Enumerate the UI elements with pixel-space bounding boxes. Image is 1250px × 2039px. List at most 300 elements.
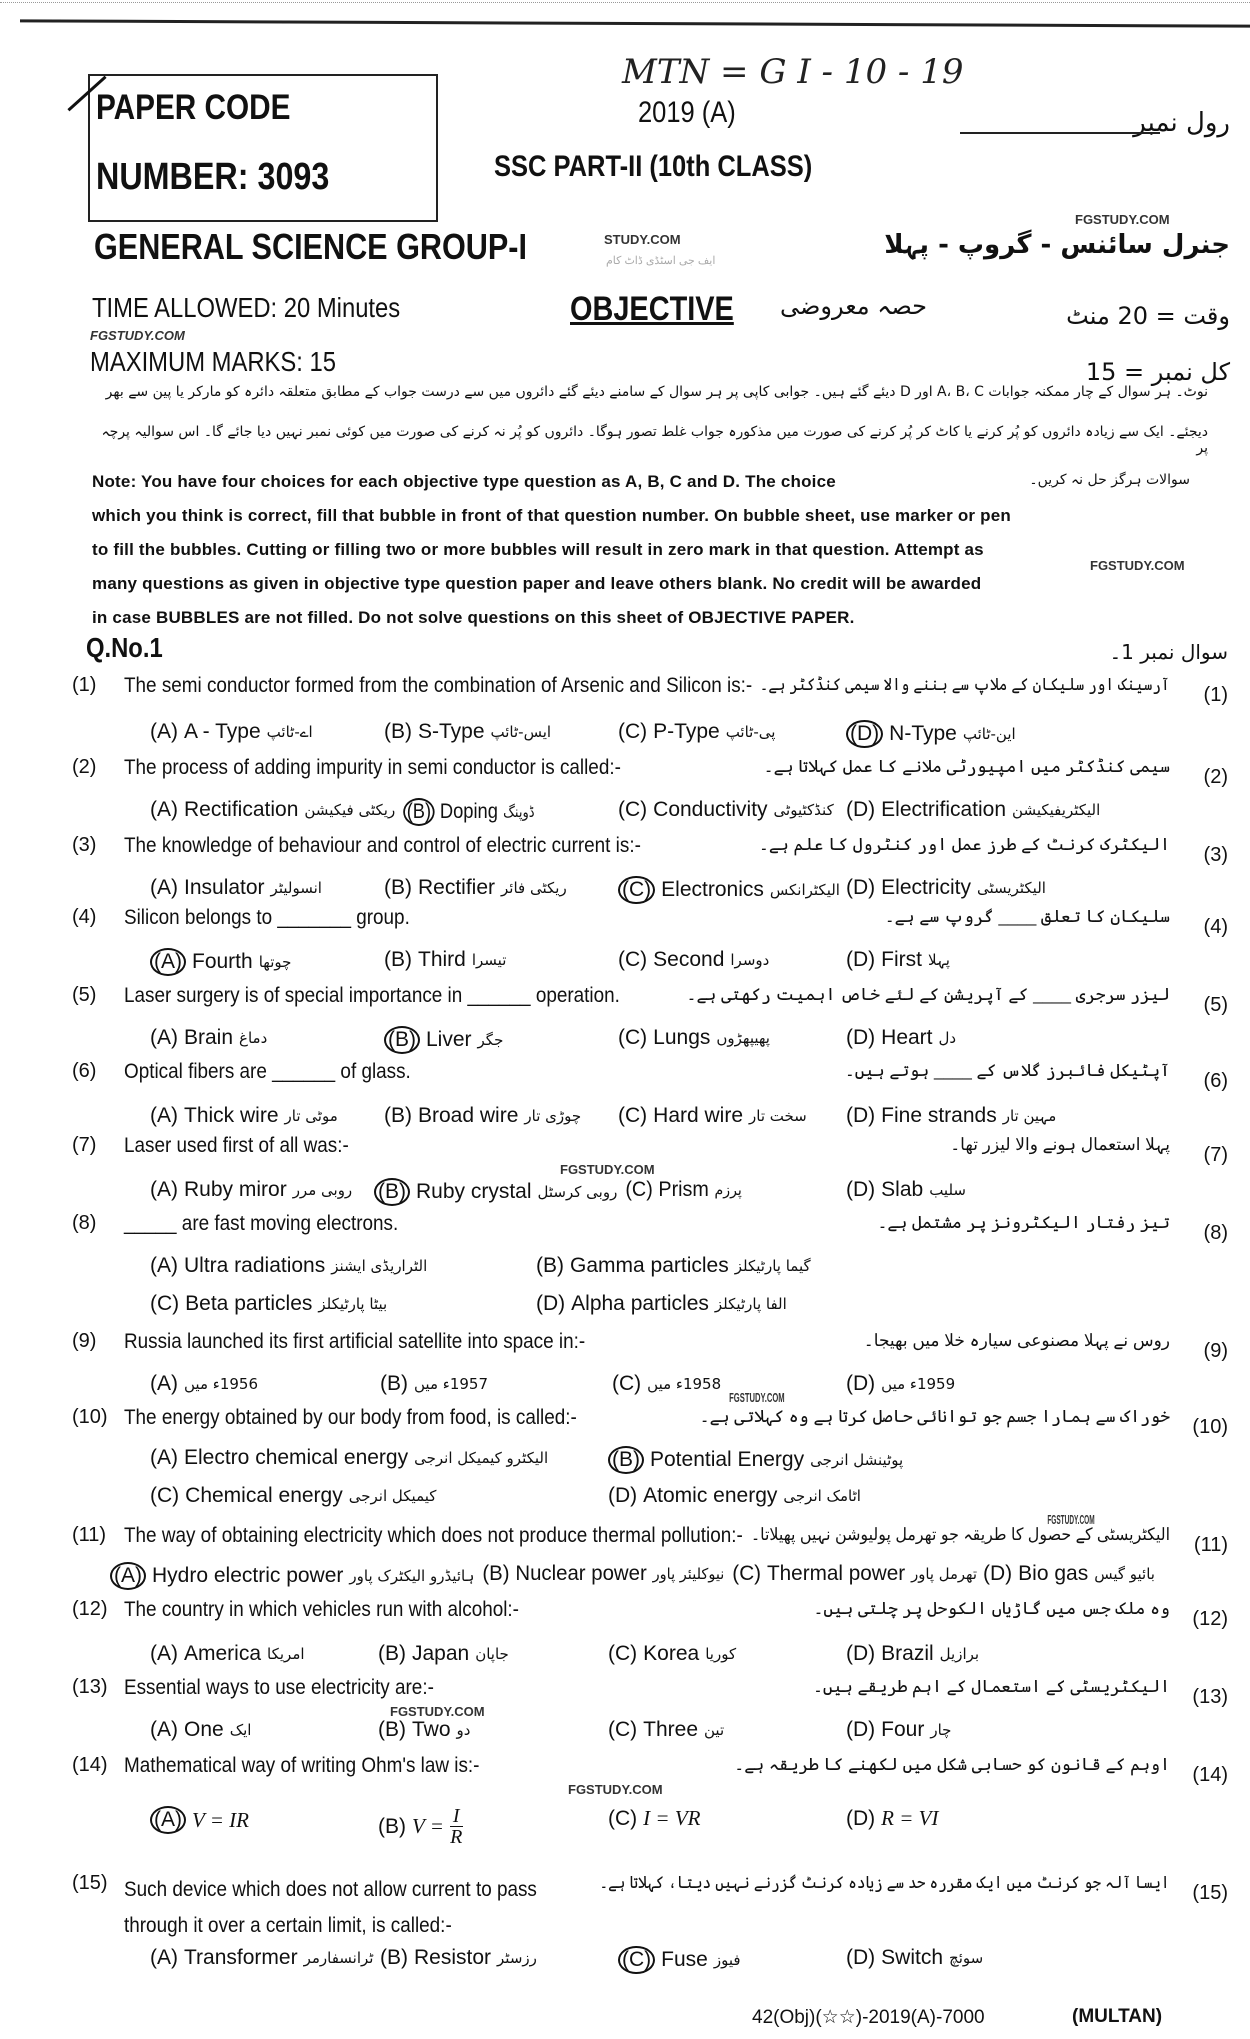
option-text: Fourth [192, 950, 253, 973]
option-b[interactable] [378, 1718, 470, 1742]
question-text-urdu: الیکٹرک کرنٹ کے طرز عمل اور کنٹرول کا علم ہے۔ [758, 835, 1170, 854]
option-a[interactable] [110, 1562, 474, 1590]
option-text: Electronics [661, 878, 764, 901]
paper-code-box [88, 74, 438, 222]
option-text: Transformer [184, 1946, 298, 1969]
option-text-urdu: ریکٹی فیکیشن [304, 801, 396, 819]
answer-bubble[interactable]: (A) [150, 1372, 178, 1395]
option-a[interactable] [150, 720, 313, 744]
option-d[interactable] [846, 1026, 956, 1050]
option-c[interactable] [150, 1292, 387, 1316]
answer-bubble[interactable]: (A) [150, 720, 178, 743]
option-text-urdu: چوتھا [258, 953, 292, 971]
option-b[interactable] [378, 1642, 509, 1666]
watermark: FGSTUDY.COM [90, 328, 185, 343]
note-english-line: many questions as given in objective type question paper and leave others blank. No credit will be awarded [92, 574, 982, 593]
option-d[interactable] [846, 1806, 938, 1831]
option-text-urdu: چوڑی تار [524, 1107, 582, 1125]
question-number: (6) [72, 1060, 97, 1082]
option-d[interactable] [846, 1946, 983, 1970]
option-text: Third [418, 948, 466, 971]
option-text-urdu: دل [938, 1029, 957, 1047]
question-number: (1) [72, 674, 97, 696]
answer-bubble[interactable]: (D) [846, 1806, 876, 1830]
watermark: STUDY.COM [604, 232, 681, 247]
option-d[interactable] [846, 1718, 951, 1742]
question-text-urdu: وہ ملک جس میں گاڑیاں الکوحل پر چلتی ہیں۔ [813, 1599, 1170, 1618]
option-a[interactable] [150, 1946, 373, 1970]
option-b[interactable] [378, 1806, 463, 1847]
option-text: Beta particles [185, 1292, 313, 1315]
option-a[interactable] [150, 1718, 251, 1742]
option-text-urdu: جاپان [475, 1645, 509, 1663]
option-d[interactable] [846, 720, 1016, 748]
answer-bubble[interactable]: (A) [150, 948, 186, 976]
option-text-urdu: بیٹا پارٹیکلز [318, 1295, 388, 1313]
option-text: P-Type [653, 720, 720, 743]
question-number-urdu-side: (8) [1203, 1222, 1228, 1244]
question-text-urdu: اوہم کے قانون کو حسابی شکل میں لکھنے کا طریقہ ہے۔ [734, 1755, 1170, 1774]
time-allowed: TIME ALLOWED: 20 Minutes [92, 292, 401, 323]
question-text: Such device which does not allow current to pass through it over a certain limit, is called:- [124, 1878, 537, 1937]
watermark: FGSTUDY.COM [729, 1390, 785, 1405]
option-text-urdu: اے-ٹائپ [266, 723, 313, 741]
option-text: Prism [658, 1178, 709, 1201]
exam-year: 2019 (A) [638, 96, 736, 129]
answer-bubble[interactable]: (D) [846, 876, 876, 899]
answer-bubble[interactable]: (A) [150, 1104, 178, 1127]
option-a[interactable] [150, 1372, 258, 1396]
option-text-urdu: چار [930, 1721, 952, 1739]
answer-bubble[interactable]: (A) [150, 1254, 178, 1277]
answer-bubble[interactable]: (C) [608, 1806, 638, 1830]
paper-code-number: NUMBER: 3093 [96, 156, 330, 198]
option-d[interactable] [846, 876, 1046, 900]
option-d[interactable] [846, 1104, 1056, 1128]
option-text-urdu: دو [456, 1721, 471, 1739]
option-a[interactable] [150, 1806, 249, 1834]
option-d[interactable] [608, 1484, 861, 1508]
question-text-urdu: روس نے پہلا مصنوعی سیارہ خلا میں بھیجا۔ [863, 1331, 1170, 1350]
option-text-urdu: الیکٹرانکس [769, 881, 840, 899]
option-d[interactable] [983, 1562, 1155, 1586]
option-text: Two [412, 1718, 451, 1741]
note-urdu-line: نوٹ۔ ہر سوال کے چار ممکنہ جوابات A، B، C اور D دیئے گئے ہیں۔ جوابی کاپی پر ہر سوال کے سامنے دیئے گئے دائروں میں سے درست جواب کے مطابق متعلقہ دائرہ کو مارکر یا پین سے بھر [105, 384, 1208, 400]
option-b[interactable] [384, 720, 551, 744]
option-text: Rectification [184, 798, 299, 821]
answer-bubble[interactable]: (B) [384, 1104, 412, 1127]
option-text-urdu: روبی کرسٹل [537, 1183, 618, 1201]
watermark: FGSTUDY.COM [390, 1704, 485, 1719]
option-text-urdu: سوئچ [949, 1949, 984, 1967]
answer-bubble[interactable]: (B) [384, 876, 412, 899]
question-text: Mathematical way of writing Ohm's law is:- [124, 1754, 480, 1777]
fraction [450, 1806, 463, 1847]
watermark-urdu: ایف جی اسٹڈی ڈاٹ کام [606, 255, 716, 267]
option-text: Broad wire [418, 1104, 519, 1127]
question-number-urdu-side: (14) [1192, 1764, 1228, 1786]
answer-bubble[interactable]: (D) [846, 1946, 876, 1969]
header-rule [20, 19, 1250, 27]
question-number: (13) [72, 1676, 108, 1698]
option-text-urdu: الفا پارٹیکلز [714, 1295, 787, 1313]
option-a[interactable] [150, 1254, 427, 1278]
question-text-urdu: ایسا آلہ جو کرنٹ میں ایک مقررہ حد سے زیادہ کرنٹ گزرنے نہیں دیتا، کہلاتا ہے۔ [600, 1873, 1170, 1892]
answer-bubble[interactable]: (A) [110, 1562, 146, 1590]
option-c[interactable] [618, 1026, 770, 1050]
option-a[interactable] [150, 798, 395, 822]
option-text-urdu: امریکا [267, 1645, 305, 1663]
answer-bubble[interactable]: (A) [150, 1642, 178, 1665]
answer-bubble[interactable]: (B) [482, 1562, 510, 1585]
option-text-urdu: الیکٹریسٹی [977, 879, 1046, 897]
question-text: Russia launched its first artificial satellite into space in:- [124, 1330, 586, 1353]
option-formula: R = VI [881, 1806, 939, 1830]
option-text: Nuclear power [515, 1562, 647, 1585]
option-c[interactable] [625, 1178, 741, 1202]
option-b[interactable] [384, 1026, 503, 1054]
answer-bubble[interactable]: (C) [625, 1178, 653, 1201]
option-text: Lungs [653, 1026, 711, 1049]
watermark: FGSTUDY.COM [568, 1782, 663, 1797]
question-number-urdu-side: (6) [1203, 1070, 1228, 1092]
option-text: Resistor [414, 1946, 492, 1969]
question-text: The process of adding impurity in semi conductor is called:- [124, 756, 621, 779]
question-text: The country in which vehicles run with alcohol:- [124, 1598, 519, 1621]
question-number: (4) [72, 906, 97, 928]
answer-bubble[interactable]: (C) [618, 1946, 655, 1974]
option-text: Three [643, 1718, 699, 1741]
maximum-marks-urdu: کل نمبر = 15 [1085, 358, 1230, 386]
roll-number-label: رول نمبر [1133, 108, 1230, 138]
answer-bubble[interactable]: (B) [378, 1814, 406, 1838]
option-c[interactable] [608, 1642, 736, 1666]
option-c[interactable] [618, 1104, 807, 1128]
option-text-urdu: ایک [229, 1721, 252, 1739]
question-text-urdu: الیکٹریسٹی کے استعمال کے اہم طریقے ہیں۔ [812, 1677, 1170, 1696]
question-text: The energy obtained by our body from food, is called:- [124, 1406, 577, 1429]
option-text-urdu: ایس-ٹائپ [490, 723, 552, 741]
option-text: Potential Energy [650, 1448, 805, 1471]
option-c[interactable] [618, 798, 834, 822]
scan-edge [0, 2, 1250, 4]
option-a[interactable] [150, 948, 291, 976]
handwritten-reference: MTN = G I - 10 - 19 [622, 52, 964, 92]
option-text-urdu: ٹرانسفارمر [303, 1949, 374, 1967]
option-b[interactable] [374, 1178, 617, 1206]
question-number: (5) [72, 984, 97, 1006]
question-number-urdu-side: (13) [1192, 1686, 1228, 1708]
formula-lhs: V = [412, 1814, 444, 1838]
answer-bubble[interactable]: (C) [150, 1484, 180, 1507]
question-text-urdu: آپٹیکل فائبرز گلاس کے ____ ہوتے ہیں۔ [844, 1061, 1170, 1080]
option-text: Insulator [184, 876, 265, 899]
question-number-urdu-side: (1) [1203, 684, 1228, 706]
option-text: Thick wire [184, 1104, 279, 1127]
option-text: Atomic energy [643, 1484, 778, 1507]
option-c[interactable] [612, 1372, 721, 1396]
option-a[interactable] [150, 1178, 352, 1202]
option-text-urdu: الیکٹرو کیمیکل انرجی [414, 1449, 549, 1467]
option-text: America [184, 1642, 262, 1665]
option-text-urdu: سلیب [929, 1181, 966, 1199]
answer-bubble[interactable]: (C) [618, 1026, 648, 1049]
note-english-line: which you think is correct, fill that bubble in front of that question number. On bubble sheet, use marker or pen [92, 506, 1011, 525]
answer-bubble[interactable]: (A) [150, 1946, 178, 1969]
option-d[interactable] [846, 1178, 966, 1202]
option-c[interactable] [608, 1718, 724, 1742]
note-english-line: to fill the bubbles. Cutting or filling two or more bubbles will result in zero mark in that question. Attempt as [92, 540, 984, 559]
option-text-urdu: نیوکلیئر پاور [652, 1565, 725, 1583]
answer-bubble[interactable]: (B) [374, 1178, 410, 1206]
note-urdu-line: سوالات ہرگز حل نہ کریں۔ [1029, 472, 1190, 488]
option-text: Ruby crystal [416, 1180, 532, 1203]
option-text: Bio gas [1018, 1562, 1089, 1585]
option-d[interactable] [536, 1292, 787, 1316]
option-d[interactable] [846, 798, 1100, 822]
option-d[interactable] [846, 1372, 955, 1396]
answer-bubble[interactable]: (A) [150, 798, 178, 821]
answer-bubble[interactable]: (B) [380, 1372, 408, 1395]
option-b[interactable] [384, 876, 567, 900]
answer-bubble[interactable]: (B) [608, 1446, 644, 1474]
answer-bubble[interactable]: (D) [846, 798, 876, 821]
question-text: The knowledge of behaviour and control of electric current is:- [124, 834, 641, 857]
option-text: Fuse [661, 1948, 708, 1971]
option-text: Brain [184, 1026, 234, 1049]
option-text: Four [881, 1718, 925, 1741]
answer-bubble[interactable]: (C) [612, 1372, 642, 1395]
answer-bubble[interactable]: (D) [846, 948, 876, 971]
question-text: The way of obtaining electricity which does not produce thermal pollution:- [124, 1524, 743, 1547]
question-text: Optical fibers are ______ of glass. [124, 1060, 411, 1083]
answer-bubble[interactable]: (D) [846, 1104, 876, 1127]
question-text: Laser surgery is of special importance in ______ operation. [124, 984, 620, 1007]
answer-bubble[interactable]: (B) [536, 1254, 564, 1277]
question-number-urdu-side: (2) [1203, 766, 1228, 788]
option-c[interactable] [618, 1946, 741, 1974]
option-text: Fine strands [881, 1104, 997, 1127]
option-c[interactable] [732, 1562, 977, 1586]
option-text: Korea [643, 1642, 700, 1665]
answer-bubble[interactable]: (D) [846, 1718, 876, 1741]
option-text-urdu: اٹامک انرجی [783, 1487, 861, 1505]
answer-bubble[interactable]: (C) [732, 1562, 762, 1585]
question-heading: Q.No.1 [86, 632, 163, 663]
option-text-urdu: 1958ء میں [647, 1375, 722, 1393]
answer-bubble[interactable]: (A) [150, 1718, 178, 1741]
option-text-urdu: کوریا [705, 1645, 737, 1663]
option-text-urdu: 1959ء میں [881, 1375, 956, 1393]
option-text-urdu: ریکٹی فائر [501, 879, 567, 897]
question-number-urdu-side: (7) [1203, 1144, 1228, 1166]
watermark: FGSTUDY.COM [560, 1162, 655, 1177]
option-text: Thermal power [766, 1562, 906, 1585]
answer-bubble[interactable]: (B) [380, 1946, 408, 1969]
option-b[interactable] [403, 798, 534, 826]
answer-bubble[interactable]: (C) [618, 1104, 648, 1127]
option-text-urdu: 1956ء میں [184, 1375, 258, 1393]
watermark: FGSTUDY.COM [1090, 558, 1185, 573]
option-c[interactable] [608, 1806, 700, 1831]
footer-code: 42(Obj)(☆☆)-2019(A)-7000 [752, 2007, 985, 2028]
answer-bubble[interactable]: (A) [150, 1806, 186, 1834]
answer-bubble[interactable]: (C) [608, 1642, 638, 1665]
option-a[interactable] [150, 876, 322, 900]
option-text-urdu: تیسرا [471, 951, 507, 969]
option-c[interactable] [618, 876, 840, 904]
answer-bubble[interactable]: (D) [846, 720, 883, 748]
fraction-denominator: R [450, 1826, 463, 1848]
answer-bubble[interactable]: (C) [618, 720, 648, 743]
option-b[interactable] [384, 948, 506, 972]
question-number: (11) [72, 1524, 107, 1546]
option-b[interactable] [482, 1562, 724, 1586]
option-text-urdu: کنڈکٹیوٹی [773, 801, 834, 819]
option-c[interactable] [150, 1484, 436, 1508]
option-text: Electricity [881, 876, 972, 899]
answer-bubble[interactable]: (C) [618, 876, 655, 904]
answer-bubble[interactable]: (D) [846, 1642, 876, 1665]
answer-bubble[interactable]: (B) [378, 1642, 406, 1665]
answer-bubble[interactable]: (B) [378, 1718, 406, 1741]
answer-bubble[interactable]: (D) [608, 1484, 638, 1507]
option-text: Heart [881, 1026, 933, 1049]
question-number: (3) [72, 834, 97, 856]
option-a[interactable] [150, 1104, 338, 1128]
option-text-urdu: بائیو گیس [1094, 1565, 1155, 1583]
question-text: Essential ways to use electricity are:- [124, 1676, 434, 1699]
option-text-urdu: الٹراریڈی ایشنز [331, 1257, 428, 1275]
option-text-urdu: ہائیڈرو الیکٹرک پاور [349, 1567, 475, 1585]
note-english-line: in case BUBBLES are not filled. Do not solve questions on this sheet of OBJECTIVE PAPER. [92, 608, 855, 627]
answer-bubble[interactable]: (D) [846, 1372, 876, 1395]
answer-bubble[interactable]: (A) [150, 876, 178, 899]
option-formula: V = IR [192, 1807, 249, 1832]
option-text-urdu: دماغ [239, 1029, 268, 1047]
option-a[interactable] [150, 1642, 305, 1666]
answer-bubble[interactable]: (B) [384, 1026, 420, 1054]
answer-bubble[interactable]: (C) [618, 948, 648, 971]
question-number-urdu-side: (3) [1203, 844, 1228, 866]
option-text: Switch [881, 1946, 944, 1969]
question-text-urdu: تیز رفتار الیکٹرونز پر مشتمل ہے۔ [877, 1213, 1170, 1232]
option-text: A - Type [184, 720, 261, 743]
answer-bubble[interactable]: (C) [608, 1718, 638, 1741]
option-text-urdu: پھیپھڑوں [716, 1029, 770, 1047]
option-text-urdu: کیمیکل انرجی [348, 1487, 437, 1505]
option-text-urdu: این-ٹائپ [962, 725, 1016, 743]
answer-bubble[interactable]: (A) [150, 1026, 178, 1049]
option-c[interactable] [618, 720, 775, 744]
question-text-urdu: الیکٹریسٹی کے حصول کا طریقہ جو تھرمل پولیوشن نہیں پھیلاتا۔ [750, 1525, 1170, 1544]
question-number: (9) [72, 1330, 97, 1352]
question-number-urdu-side: (9) [1203, 1340, 1228, 1362]
question-text: Silicon belongs to _______ group. [124, 906, 410, 929]
roll-number-line [960, 132, 1160, 134]
question-number: (8) [72, 1212, 97, 1234]
question-text-urdu: سلیکان کا تعلق ____ گروپ سے ہے۔ [884, 907, 1170, 926]
option-b[interactable] [384, 1104, 581, 1128]
question-number-urdu-side: (4) [1203, 916, 1228, 938]
option-b[interactable] [608, 1446, 903, 1474]
option-text-urdu: الیکٹریفیکیشن [1012, 801, 1101, 819]
option-text-urdu: سخت تار [749, 1107, 807, 1125]
answer-bubble[interactable]: (B) [403, 798, 434, 826]
option-text: Hard wire [653, 1104, 744, 1127]
question-text: The semi conductor formed from the combination of Arsenic and Silicon is:- [124, 674, 753, 697]
question-text-urdu: سیمی کنڈکٹر میں امپیورٹی ملانے کا عمل کہلاتا ہے۔ [763, 757, 1170, 776]
answer-bubble[interactable]: (C) [618, 798, 648, 821]
section-title: OBJECTIVE [570, 290, 734, 328]
question-number-urdu-side: (12) [1192, 1608, 1228, 1630]
subject-title-urdu: جنرل سائنس - گروپ - پہلا [884, 230, 1230, 260]
option-text: Rectifier [418, 876, 496, 899]
note-english-line: Note: You have four choices for each objective type question as A, B, C and D. The choice [92, 472, 836, 491]
option-text-urdu: انسولیٹر [270, 879, 322, 897]
answer-bubble[interactable]: (A) [150, 1178, 178, 1201]
question-text: _____ are fast moving electrons. [124, 1212, 399, 1235]
answer-bubble[interactable]: (D) [846, 1026, 876, 1049]
option-text: Electro chemical energy [184, 1446, 409, 1469]
answer-bubble[interactable]: (D) [983, 1562, 1013, 1585]
option-d[interactable] [846, 1642, 979, 1666]
question-number: (2) [72, 756, 97, 778]
class-title: SSC PART-II (10th CLASS) [494, 150, 813, 183]
option-text: Ruby miror [184, 1178, 287, 1201]
fraction-numerator: I [450, 1806, 463, 1827]
note-urdu-line: دیجئے۔ ایک سے زیادہ دائروں کو پُر کرنے یا کاٹ کر پُر کرنے کی صورت میں مذکورہ جواب غلط تصور ہوگا۔ دائروں کو پُر نہ کرنے کی صورت میں کوئی نمبر نہیں دیا جائے گا۔ اس سوالیہ پرچہ پر [101, 424, 1208, 456]
option-a[interactable] [150, 1026, 267, 1050]
question-number: (7) [72, 1134, 97, 1156]
option-b[interactable] [380, 1372, 488, 1396]
footer-board: (MULTAN) [1072, 2006, 1163, 2027]
option-a[interactable] [150, 1446, 548, 1470]
option-text: Doping [439, 800, 498, 823]
option-text-urdu: پرزم [714, 1181, 742, 1199]
option-text-urdu: گیما پارٹیکلز [734, 1257, 811, 1275]
answer-bubble[interactable]: (A) [150, 1446, 178, 1469]
answer-bubble[interactable]: (B) [384, 720, 412, 743]
answer-bubble[interactable]: (C) [150, 1292, 180, 1315]
option-text-urdu: فیوز [713, 1951, 741, 1969]
option-text: Chemical energy [185, 1484, 343, 1507]
question-number-urdu-side: (11) [1193, 1534, 1228, 1556]
option-text-urdu: رزسٹر [497, 1949, 537, 1967]
option-text: Alpha particles [571, 1292, 709, 1315]
time-allowed-urdu: وقت = 20 منٹ [1066, 302, 1230, 330]
answer-bubble[interactable]: (D) [846, 1178, 876, 1201]
option-text-urdu: موٹی تار [284, 1107, 338, 1125]
option-d[interactable] [846, 948, 950, 972]
option-text-urdu: تین [704, 1721, 725, 1739]
option-c[interactable] [618, 948, 769, 972]
answer-bubble[interactable]: (B) [384, 948, 412, 971]
option-b[interactable] [380, 1946, 537, 1970]
option-text: Second [653, 948, 725, 971]
option-text-urdu: برازیل [939, 1645, 980, 1663]
question-text-urdu: لیزر سرجری ____ کے آپریشن کے لئے خاص اہمیت رکھتی ہے۔ [686, 985, 1170, 1004]
question-number: (15) [72, 1872, 108, 1894]
question-number-urdu-side: (5) [1203, 994, 1228, 1016]
answer-bubble[interactable]: (D) [536, 1292, 566, 1315]
option-b[interactable] [536, 1254, 811, 1278]
option-text-urdu: جگر [477, 1031, 504, 1049]
question-text-urdu: آرسینک اور سلیکان کے ملاپ سے بننے والا سیمی کنڈکٹر ہے۔ [760, 675, 1170, 694]
option-text: Ultra radiations [184, 1254, 326, 1277]
option-text: Liver [426, 1028, 472, 1051]
subject-title: GENERAL SCIENCE GROUP-I [94, 226, 527, 267]
